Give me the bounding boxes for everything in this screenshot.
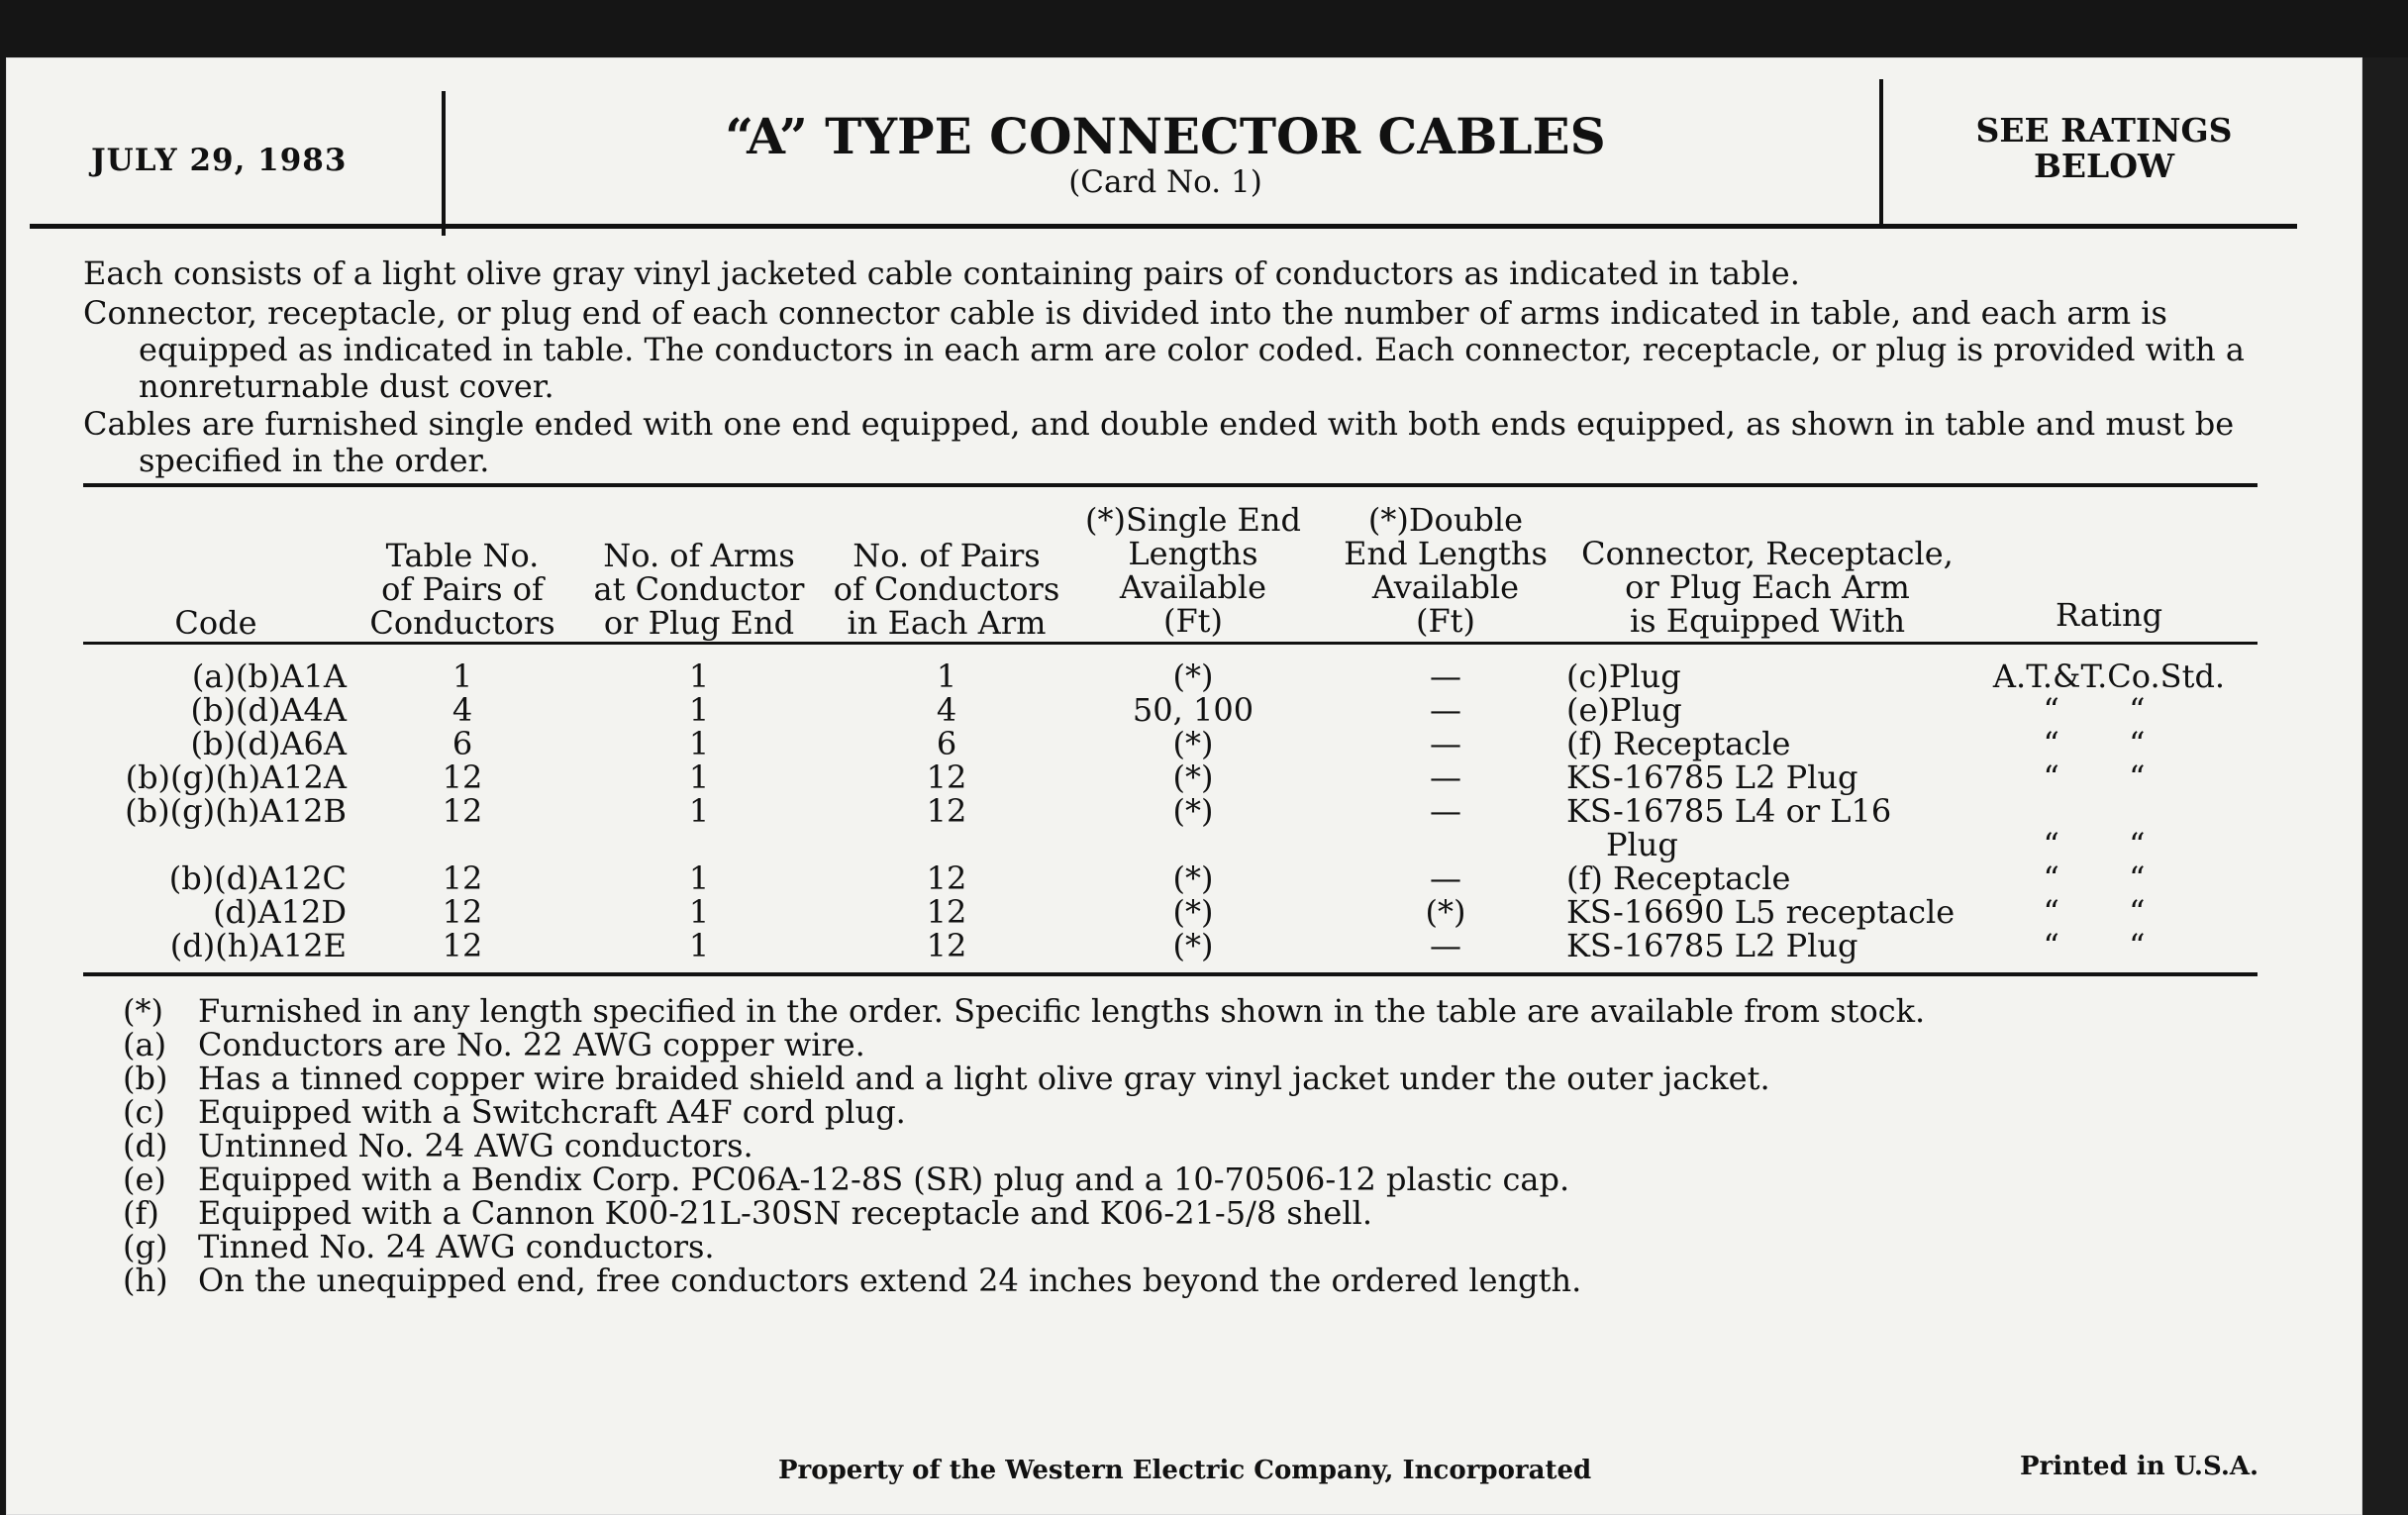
cell-equip: KS-16785 L2 Plug: [1566, 927, 1858, 964]
cell-arms: 1: [688, 792, 710, 830]
col-header-double-end: (*)Double End Lengths Available (Ft): [1344, 501, 1548, 640]
cell-per-arm: 12: [926, 758, 967, 796]
cell-arms: 1: [688, 691, 710, 729]
cell-equip: (f) Receptacle: [1566, 725, 1791, 762]
cell-rating: “ “: [2043, 758, 2175, 796]
rating-note-line: SEE RATINGS: [1975, 111, 2233, 150]
cell-rating: A.T.&T.Co.Std.: [1992, 657, 2226, 695]
cell-single: (*): [1172, 725, 1214, 762]
cell-double: —: [1430, 859, 1461, 897]
cell-per-arm: 12: [926, 927, 967, 964]
footer-printed: Printed in U.S.A.: [2020, 1452, 2259, 1481]
footnote-text: Tinned No. 24 AWG conductors.: [198, 1228, 715, 1265]
col-header-pairs: Table No. of Pairs of Conductors: [369, 537, 555, 642]
cell-rating: “ “: [2043, 927, 2175, 964]
header-rule: [30, 224, 2297, 229]
cell-double: —: [1430, 657, 1461, 695]
cell-code: (d)(h)A12E: [169, 927, 347, 964]
table-bottom-rule: [83, 972, 2258, 976]
intro-paragraph: Cables are furnished single ended with one end equipped, and double ended with both ends equipped, as shown in table and must be specified in the order.: [83, 405, 2235, 479]
cell-single: (*): [1172, 893, 1214, 931]
cell-pairs: 12: [442, 792, 483, 830]
cell-double: —: [1430, 758, 1461, 796]
cell-single: (*): [1172, 859, 1214, 897]
cell-per-arm: 1: [936, 657, 957, 695]
footnote-text: Equipped with a Cannon K00-21L-30SN receptacle and K06-21-5/8 shell.: [198, 1194, 1372, 1232]
cell-equip: KS-16690 L5 receptacle: [1566, 893, 1956, 931]
table-header-rule: [83, 642, 2258, 645]
scan-border: [2362, 57, 2408, 1515]
cell-code: (b)(g)(h)A12B: [125, 792, 347, 830]
footnote-mark: (g): [123, 1228, 168, 1265]
intro-paragraph: Connector, receptacle, or plug end of each connector cable is divided into the number of arms indicated in table, and each arm is equipped as indicated in table. The conductors in each arm are color coded. Each connector, receptacle, or plug is provided with a nonreturnable dust cover.: [83, 294, 2245, 405]
cell-double: —: [1430, 792, 1461, 830]
footnote-text: Has a tinned copper wire braided shield and a light olive gray vinyl jacket under the outer jacket.: [198, 1060, 1770, 1097]
footnote-text: Untinned No. 24 AWG conductors.: [198, 1127, 753, 1164]
cell-per-arm: 12: [926, 893, 967, 931]
cell-arms: 1: [688, 927, 710, 964]
cell-double: —: [1430, 691, 1461, 729]
cell-arms: 1: [688, 758, 710, 796]
cell-double: (*): [1425, 893, 1466, 931]
col-header-single-end: (*)Single End Lengths Available (Ft): [1084, 501, 1301, 640]
cell-arms: 1: [688, 859, 710, 897]
footnote-text: Equipped with a Switchcraft A4F cord plug.: [198, 1093, 906, 1131]
card-title: “A” TYPE CONNECTOR CABLES: [725, 107, 1606, 165]
header-divider-right: [1879, 79, 1883, 226]
cell-rating: “ “: [2043, 691, 2175, 729]
col-header-arms: No. of Arms at Conductor or Plug End: [593, 537, 805, 642]
card-subtitle: (Card No. 1): [1068, 164, 1262, 200]
table-top-rule: [83, 483, 2258, 487]
footnote-text: On the unequipped end, free conductors extend 24 inches beyond the ordered length.: [198, 1262, 1582, 1299]
cell-single: (*): [1172, 758, 1214, 796]
cell-rating: “ “: [2043, 859, 2175, 897]
col-header-rating: Rating: [2055, 596, 2163, 634]
cell-code: (b)(g)(h)A12A: [125, 758, 347, 796]
cell-per-arm: 6: [936, 725, 957, 762]
cell-per-arm: 4: [936, 691, 957, 729]
cell-pairs: 6: [452, 725, 473, 762]
col-header-code: Code: [174, 604, 257, 642]
cell-code: (b)(d)A4A: [190, 691, 347, 729]
cell-equip: (c)Plug: [1566, 657, 1681, 695]
cell-single: (*): [1172, 927, 1214, 964]
footnote-mark: (*): [123, 992, 163, 1030]
cell-pairs: 12: [442, 859, 483, 897]
footnote-text: Equipped with a Bendix Corp. PC06A-12-8S (SR) plug and a 10-70506-12 plastic cap.: [198, 1161, 1570, 1198]
col-header-per-arm: No. of Pairs of Conductors in Each Arm: [833, 537, 1060, 642]
footnote-text: Conductors are No. 22 AWG copper wire.: [198, 1026, 865, 1063]
cell-pairs: 1: [452, 657, 473, 695]
cell-pairs: 12: [442, 893, 483, 931]
cell-arms: 1: [688, 725, 710, 762]
footnote-mark: (b): [123, 1060, 168, 1097]
cell-equip: KS-16785 L2 Plug: [1566, 758, 1858, 796]
cell-code: (a)(b)A1A: [191, 657, 347, 695]
footnote-mark: (f): [123, 1194, 159, 1232]
col-header-equipment: Connector, Receptacle, or Plug Each Arm is Equipped With: [1581, 535, 1954, 640]
cell-pairs: 12: [442, 758, 483, 796]
cell-single: (*): [1172, 657, 1214, 695]
card-date: JULY 29, 1983: [91, 143, 348, 178]
cell-equip: KS-16785 L4 or L16 Plug: [1566, 792, 1892, 863]
cell-rating: “ “: [2043, 826, 2175, 863]
cell-single: 50, 100: [1132, 691, 1254, 729]
rating-note-line: BELOW: [2033, 147, 2175, 185]
cell-code: (b)(d)A6A: [190, 725, 347, 762]
cell-pairs: 4: [452, 691, 473, 729]
cell-double: —: [1430, 725, 1461, 762]
cell-per-arm: 12: [926, 792, 967, 830]
cell-per-arm: 12: [926, 859, 967, 897]
footnote-mark: (h): [123, 1262, 168, 1299]
cell-equip: (f) Receptacle: [1566, 859, 1791, 897]
cell-arms: 1: [688, 657, 710, 695]
footnote-mark: (c): [123, 1093, 165, 1131]
cell-arms: 1: [688, 893, 710, 931]
cell-code: (b)(d)A12C: [168, 859, 347, 897]
cell-pairs: 12: [442, 927, 483, 964]
intro-paragraph: Each consists of a light olive gray vinyl jacketed cable containing pairs of conductors as indicated in table.: [83, 254, 1800, 292]
cell-rating: “ “: [2043, 893, 2175, 931]
footnote-mark: (a): [123, 1026, 167, 1063]
footnote-mark: (d): [123, 1127, 168, 1164]
footnote-mark: (e): [123, 1161, 166, 1198]
footnote-text: Furnished in any length specified in the order. Specific lengths shown in the table are available from stock.: [198, 992, 1926, 1030]
cell-rating: “ “: [2043, 725, 2175, 762]
cell-code: (d)A12D: [213, 893, 347, 931]
header-divider-left: [442, 91, 446, 236]
cell-single: (*): [1172, 792, 1214, 830]
rating-note: [1901, 113, 2307, 184]
cell-equip: (e)Plug: [1566, 691, 1682, 729]
cell-double: —: [1430, 927, 1461, 964]
footer-property: Property of the Western Electric Company, Incorporated: [778, 1456, 1592, 1485]
